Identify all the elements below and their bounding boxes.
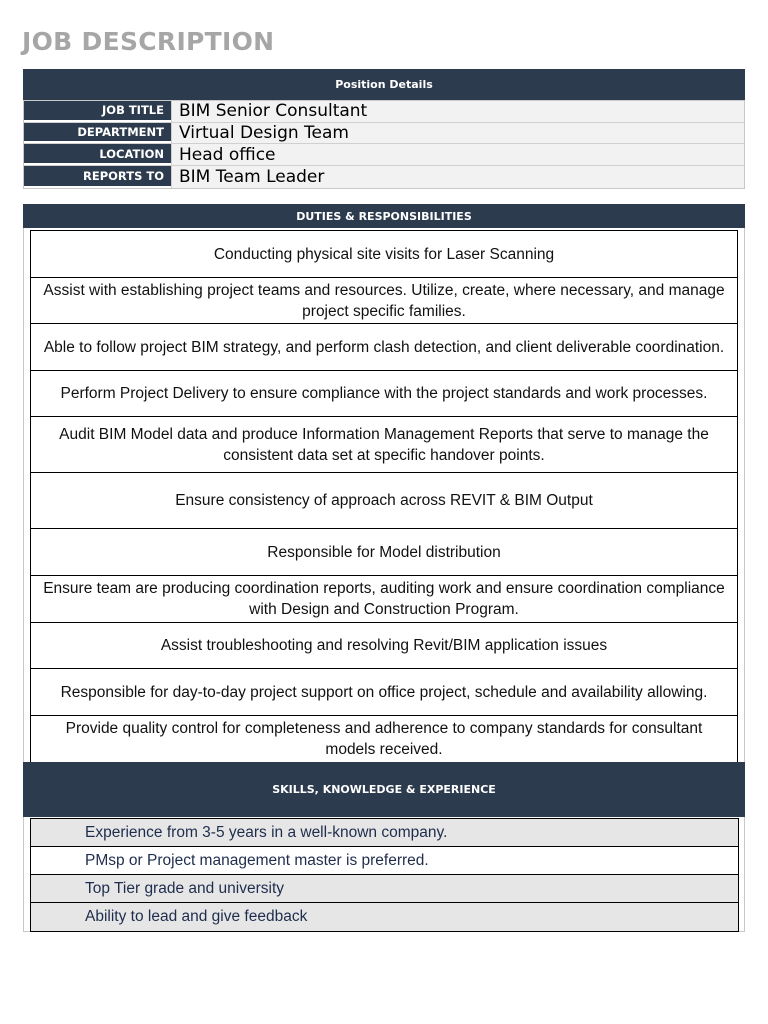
- department-label: DEPARTMENT: [24, 123, 171, 144]
- skills-table: [30, 818, 739, 932]
- duty-item: Provide quality control for completeness and adherence to company standards for consultant models received.: [65, 720, 703, 758]
- location-label: LOCATION: [24, 144, 171, 165]
- skills-header: SKILLS, KNOWLEDGE & EXPERIENCE: [23, 762, 745, 817]
- location-value: Head office: [171, 144, 744, 165]
- skill-item: Top Tier grade and university: [31, 875, 738, 903]
- duty-item: Audit BIM Model data and produce Information Management Reports that serve to manage the consistent data set at specific handover points.: [31, 417, 737, 473]
- department-value: Virtual Design Team: [171, 123, 744, 144]
- skill-item: PMsp or Project management master is preferred.: [31, 847, 738, 875]
- duty-item: Assist troubleshooting and resolving Revit/BIM application issues: [31, 623, 737, 669]
- duties-header: DUTIES & RESPONSIBILITIES: [23, 204, 745, 228]
- job-title-label: JOB TITLE: [24, 101, 171, 122]
- job-title-value: BIM Senior Consultant: [171, 101, 744, 122]
- position-row-location: [24, 144, 744, 166]
- skill-item: Ability to lead and give feedback: [31, 903, 738, 931]
- duty-item: Perform Project Delivery to ensure compliance with the project standards and work processes.: [31, 371, 737, 417]
- duty-item: Responsible for Model distribution: [31, 529, 737, 576]
- reports-to-label: REPORTS TO: [24, 166, 171, 188]
- duty-item: Able to follow project BIM strategy, and perform clash detection, and client deliverable coordination.: [31, 324, 737, 371]
- skill-item: Experience from 3-5 years in a well-known company.: [31, 819, 738, 847]
- position-row-job-title: [24, 101, 744, 123]
- duty-item: Assist with establishing project teams and resources. Utilize, create, where necessary, and manage project specific families.: [31, 278, 737, 324]
- duty-item: Responsible for day-to-day project support on office project, schedule and availability allowing.: [31, 669, 737, 716]
- reports-to-value: BIM Team Leader: [171, 166, 744, 188]
- position-row-department: [24, 123, 744, 145]
- duties-table: [30, 230, 738, 763]
- position-row-reports-to: [24, 166, 744, 188]
- position-details-header: Position Details: [23, 69, 745, 100]
- page-title: JOB DESCRIPTION: [22, 27, 275, 56]
- duty-item: Ensure team are producing coordination reports, auditing work and ensure coordination compliance with Design and Construction Program.: [31, 576, 737, 623]
- duty-item: Ensure consistency of approach across REVIT & BIM Output: [31, 473, 737, 529]
- position-details-table: [23, 100, 745, 189]
- duty-item: Conducting physical site visits for Laser Scanning: [31, 231, 737, 278]
